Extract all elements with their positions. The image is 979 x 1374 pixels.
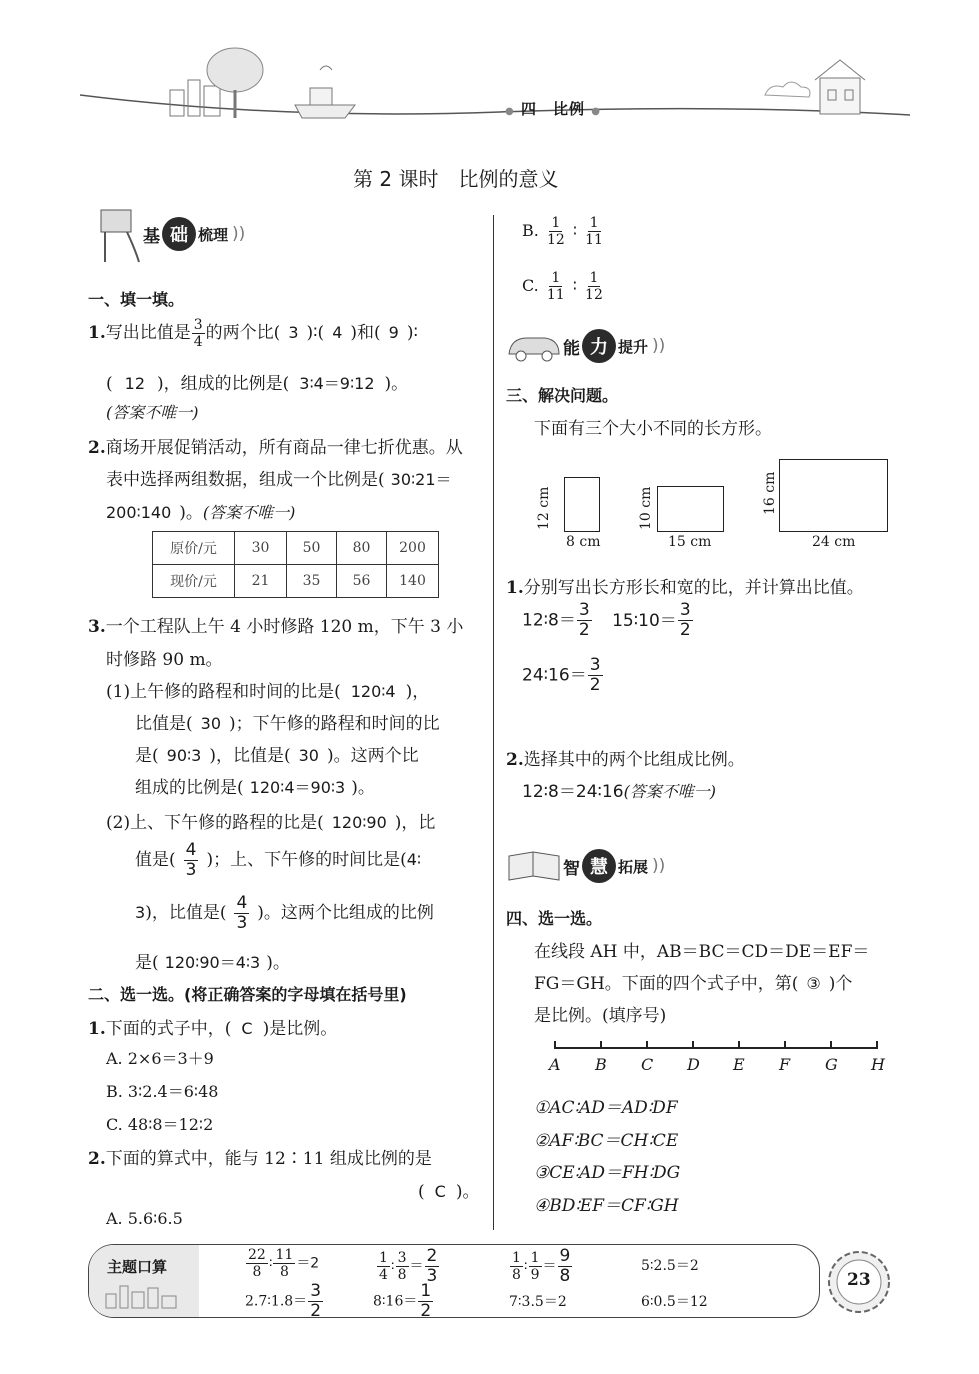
p1-q3-line2: 时修路 90 m。	[106, 650, 223, 670]
answer: 9	[388, 323, 399, 342]
table-cell: 50	[287, 532, 337, 565]
p1-q3-1-line1: (1)上午修的路程和时间的比是( 120∶4 )，	[106, 682, 430, 702]
p3-q1-answer-1: 12∶8＝ $\frac{3}{2}$ 15∶10＝ $\frac{3}{2}$	[522, 600, 691, 640]
city-silhouette-icon	[100, 1280, 190, 1310]
p1-q3-1-line2: 比值是( 30 )；下午修的路程和时间的比	[135, 714, 440, 734]
badge-wisdom: 智 慧 拓展 ))	[505, 848, 665, 884]
oral-calc-r1c4: 5∶2.5＝2	[641, 1258, 699, 1274]
p1-q1-line2: ( 12 )，组成的比例是( 3∶4＝9∶12 )。	[106, 374, 409, 394]
rectangle-small	[564, 477, 600, 532]
p4-option-3: ③CE∶AD＝FH∶DG	[534, 1163, 681, 1183]
point-label: G	[825, 1055, 838, 1074]
tick	[876, 1041, 878, 1048]
answer: 120∶4＝90∶3	[249, 778, 346, 797]
p1-q3-2-line3: 3)，比值是( $\frac{4}{3}$ )。这两个比组成的比例	[135, 893, 434, 933]
rectangle-medium	[657, 486, 724, 532]
answer: 4	[332, 323, 343, 342]
oral-calc-r2c3: 7∶3.5＝2	[509, 1294, 567, 1310]
answer: 12	[124, 374, 145, 393]
p1-q3-2-line4: 是( 120∶90＝4∶3 )。	[135, 953, 290, 973]
rect3-width-label: 24 cm	[812, 534, 856, 550]
tick	[600, 1041, 602, 1048]
header-decoration	[80, 40, 910, 135]
p2-q1: 1.下面的式子中，( C )是比例。	[88, 1019, 338, 1039]
rectangle-large	[779, 459, 888, 532]
column-divider	[493, 215, 494, 1230]
footer-label: 主题口算	[107, 1258, 168, 1276]
unit-title: ● 四 比例 ●	[505, 100, 601, 118]
rect1-width-label: 8 cm	[566, 534, 601, 550]
point-label: E	[733, 1055, 745, 1074]
answer: 4∶	[406, 850, 422, 869]
answer: 120∶4	[350, 682, 396, 701]
answer: C	[434, 1182, 446, 1201]
part3-heading: 三、解决问题。	[506, 386, 619, 405]
p1-q3-1-line3: 是( 90∶3 )，比值是( 30 )。这两个比	[135, 746, 419, 766]
answer: 90∶3	[166, 746, 202, 765]
p3-intro: 下面有三个大小不同的长方形。	[534, 419, 772, 439]
p3-q2-answer: 12∶8＝24∶16(答案不唯一)	[522, 782, 717, 802]
table-cell: 140	[387, 565, 439, 598]
fraction-3-4: $\frac{3}{4}$	[193, 317, 203, 350]
answer: 3∶4＝9∶12	[299, 374, 375, 393]
oral-calc-r2c2: 8∶16＝ $\frac{1}{2}$	[373, 1281, 432, 1321]
p2-q2-option-b: B. $\frac{1}{12}$ ∶ $\frac{1}{11}$	[522, 215, 603, 248]
p1-q3-2-line1: (2)上、下午修的路程的比是( 120∶90 )，比	[106, 813, 436, 833]
answer: 200∶140	[106, 503, 172, 522]
oral-calc-r2c4: 6∶0.5＝12	[641, 1294, 708, 1310]
tick	[830, 1041, 832, 1048]
table-cell: 30	[235, 532, 287, 565]
point-label: B	[595, 1055, 607, 1074]
p3-q1-answer-2: 24∶16＝ $\frac{3}{2}$	[522, 655, 601, 695]
table-cell: 21	[235, 565, 287, 598]
p1-q3-2-line2: 值是( $\frac{4}{3}$ )；上、下午修的时间比是(4∶	[135, 840, 422, 880]
point-label: F	[779, 1055, 791, 1074]
badge-basics: 基 础 梳理 ))	[95, 216, 245, 252]
tick	[784, 1041, 786, 1048]
point-label: C	[641, 1055, 654, 1074]
oral-calc-r1c1: $\frac{22}{8}$ ∶ $\frac{11}{8}$ ＝2	[248, 1247, 320, 1280]
rect1-height-label: 12 cm	[536, 486, 552, 530]
p4-option-2: ②AF∶BC＝CH∶CE	[534, 1131, 679, 1151]
answer: 30∶21＝	[390, 470, 452, 489]
p4-line2: FG＝GH。下面的四个式子中，第( ③ )个	[534, 974, 853, 994]
answer: 120∶90＝4∶3	[164, 953, 261, 972]
oral-calc-r2c1: 2.7∶1.8＝ $\frac{3}{2}$	[245, 1281, 322, 1321]
part1-heading: 一、填一填。	[88, 290, 185, 309]
p1-q2-line3: 200∶140 )。(答案不唯一)	[106, 503, 296, 523]
answer: C	[241, 1019, 253, 1038]
answer: 3	[135, 903, 146, 922]
p4-line1: 在线段 AH 中，AB＝BC＝CD＝DE＝EF＝	[534, 942, 870, 962]
p2-q1-option-a: A. 2×6＝3＋9	[106, 1049, 214, 1068]
answer: 120∶90	[331, 813, 387, 832]
answer-fraction: $\frac{4}{3}$	[185, 840, 197, 880]
p2-q2-answer: ( C )。	[418, 1182, 480, 1202]
rect3-height-label: 16 cm	[762, 471, 778, 515]
lesson-title: 第 2 课时 比例的意义	[353, 167, 559, 191]
p1-q2-line1: 2.商场开展促销活动，所有商品一律七折优惠。从	[88, 438, 463, 458]
part4-heading: 四、选一选。	[506, 909, 603, 928]
badge-ability: 能 力 提升 ))	[505, 328, 665, 364]
answer: ③	[806, 974, 821, 993]
slide-icon	[95, 204, 141, 264]
p4-option-4: ④BD∶EF＝CF∶GH	[534, 1196, 679, 1216]
table-cell: 35	[287, 565, 337, 598]
answer: 30	[298, 746, 319, 765]
tick	[738, 1041, 740, 1048]
page-number: 23	[847, 1270, 871, 1290]
answer-fraction: $\frac{4}{3}$	[236, 893, 248, 933]
car-icon	[505, 328, 563, 364]
table-cell: 80	[337, 532, 387, 565]
p1-q1-line1: 1.写出比值是 $\frac{3}{4}$ 的两个比( 3 )∶( 4 )和( 9 )∶	[88, 317, 418, 350]
tick	[692, 1041, 694, 1048]
p1-q3-1-line4: 组成的比例是( 120∶4＝90∶3 )。	[135, 778, 375, 798]
table-cell: 56	[337, 565, 387, 598]
table-row	[153, 565, 439, 598]
point-label: H	[871, 1055, 885, 1074]
oral-calc-r1c2: $\frac{1}{4}$ ∶ $\frac{3}{8}$ ＝ $\frac{2}{3}$	[379, 1246, 438, 1286]
price-table	[152, 531, 439, 598]
p4-line3: 是比例。(填序号)	[534, 1006, 667, 1026]
table-cell: 现价/元	[153, 565, 235, 598]
tick	[646, 1041, 648, 1048]
p2-q2-option-c: C. $\frac{1}{11}$ ∶ $\frac{1}{12}$	[522, 270, 603, 303]
point-label: D	[687, 1055, 700, 1074]
part2-heading: 二、选一选。(将正确答案的字母填在括号里)	[88, 985, 407, 1004]
p1-q2-line2: 表中选择两组数据，组成一个比例是( 30∶21＝	[106, 470, 452, 490]
p2-q1-option-b: B. 3∶2.4＝6∶48	[106, 1082, 219, 1101]
table-row	[153, 532, 439, 565]
p1-q3-line1: 3.一个工程队上午 4 小时修路 120 m，下午 3 小	[88, 617, 464, 637]
book-icon	[505, 846, 563, 886]
p3-q1: 1.分别写出长方形长和宽的比，并计算出比值。	[506, 578, 864, 598]
p2-q1-option-c: C. 48∶8＝12∶2	[106, 1115, 214, 1134]
table-cell: 原价/元	[153, 532, 235, 565]
p2-q2-option-a: A. 5.6∶6.5	[106, 1209, 183, 1228]
rect2-height-label: 10 cm	[638, 486, 654, 530]
oral-calc-r1c3: $\frac{1}{8}$ ∶ $\frac{1}{9}$ ＝ $\frac{9}{8}$	[512, 1246, 571, 1286]
answer: 30	[200, 714, 221, 733]
rect2-width-label: 15 cm	[668, 534, 712, 550]
answer: 3	[288, 323, 299, 342]
point-label: A	[549, 1055, 561, 1074]
tick	[554, 1041, 556, 1048]
table-cell: 200	[387, 532, 439, 565]
p1-q1-note: (答案不唯一)	[106, 403, 199, 422]
p2-q2: 2.下面的算式中，能与 12∶11 组成比例的是	[88, 1149, 432, 1169]
p3-q2: 2.选择其中的两个比组成比例。	[506, 750, 745, 770]
p4-option-1: ①AC∶AD＝AD∶DF	[534, 1098, 678, 1118]
